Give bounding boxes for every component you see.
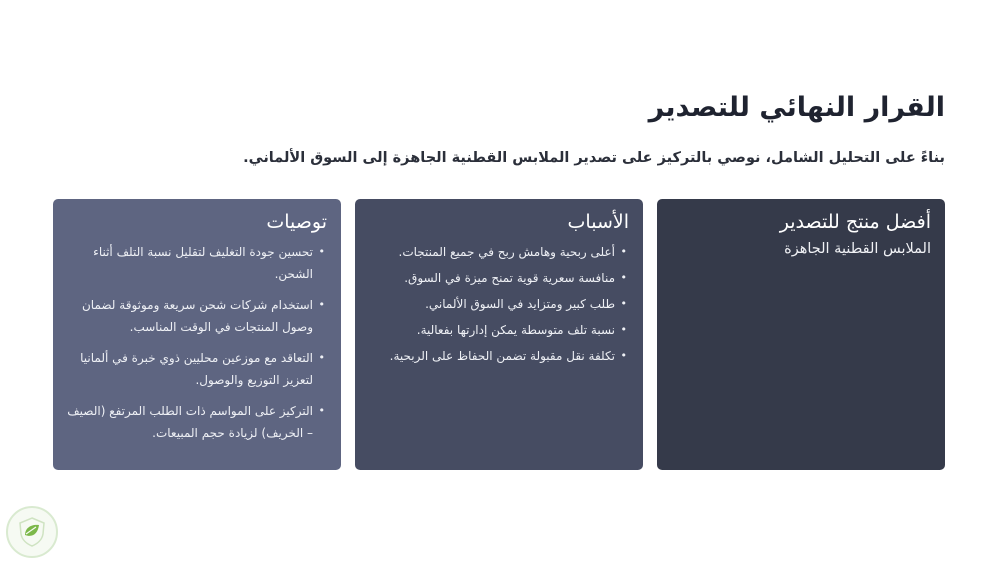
page-title: القرار النهائي للتصدير	[648, 92, 945, 123]
card-best-product-text: الملابس القطنية الجاهزة	[784, 241, 931, 257]
reasons-list	[369, 241, 629, 367]
list-item: • طلب كبير ومتزايد في السوق الألماني.	[369, 293, 629, 315]
leaf-shield-logo-icon	[6, 506, 58, 558]
list-item: • نسبة تلف متوسطة يمكن إدارتها بفعالية.	[369, 319, 629, 341]
card-reasons	[355, 199, 643, 470]
card-recommendations	[53, 199, 341, 470]
card-recommendations-title: توصيات	[266, 211, 327, 233]
list-item: • استخدام شركات شحن سريعة وموثوقة لضمان وصول المنتجات في الوقت المناسب.	[67, 294, 327, 338]
list-item: • تحسين جودة التغليف لتقليل نسبة التلف أثناء الشحن.	[67, 241, 327, 285]
recommendations-list	[67, 241, 327, 444]
list-item: • التركيز على المواسم ذات الطلب المرتفع (الصيف – الخريف) لزيادة حجم المبيعات.	[67, 400, 327, 444]
card-best-product-title: أفضل منتج للتصدير	[779, 211, 931, 233]
list-item: • منافسة سعرية قوية تمنح ميزة في السوق.	[369, 267, 629, 289]
page-subtitle: بناءً على التحليل الشامل، نوصي بالتركيز على تصدير الملابس القطنية الجاهزة إلى السوق الألماني.	[243, 150, 945, 166]
list-item: • التعاقد مع موزعين محليين ذوي خبرة في ألمانيا لتعزيز التوزيع والوصول.	[67, 347, 327, 391]
list-item: • أعلى ربحية وهامش ربح في جميع المنتجات.	[369, 241, 629, 263]
list-item: • تكلفة نقل مقبولة تضمن الحفاظ على الربحية.	[369, 345, 629, 367]
card-reasons-title: الأسباب	[567, 211, 629, 233]
card-best-product	[657, 199, 945, 470]
